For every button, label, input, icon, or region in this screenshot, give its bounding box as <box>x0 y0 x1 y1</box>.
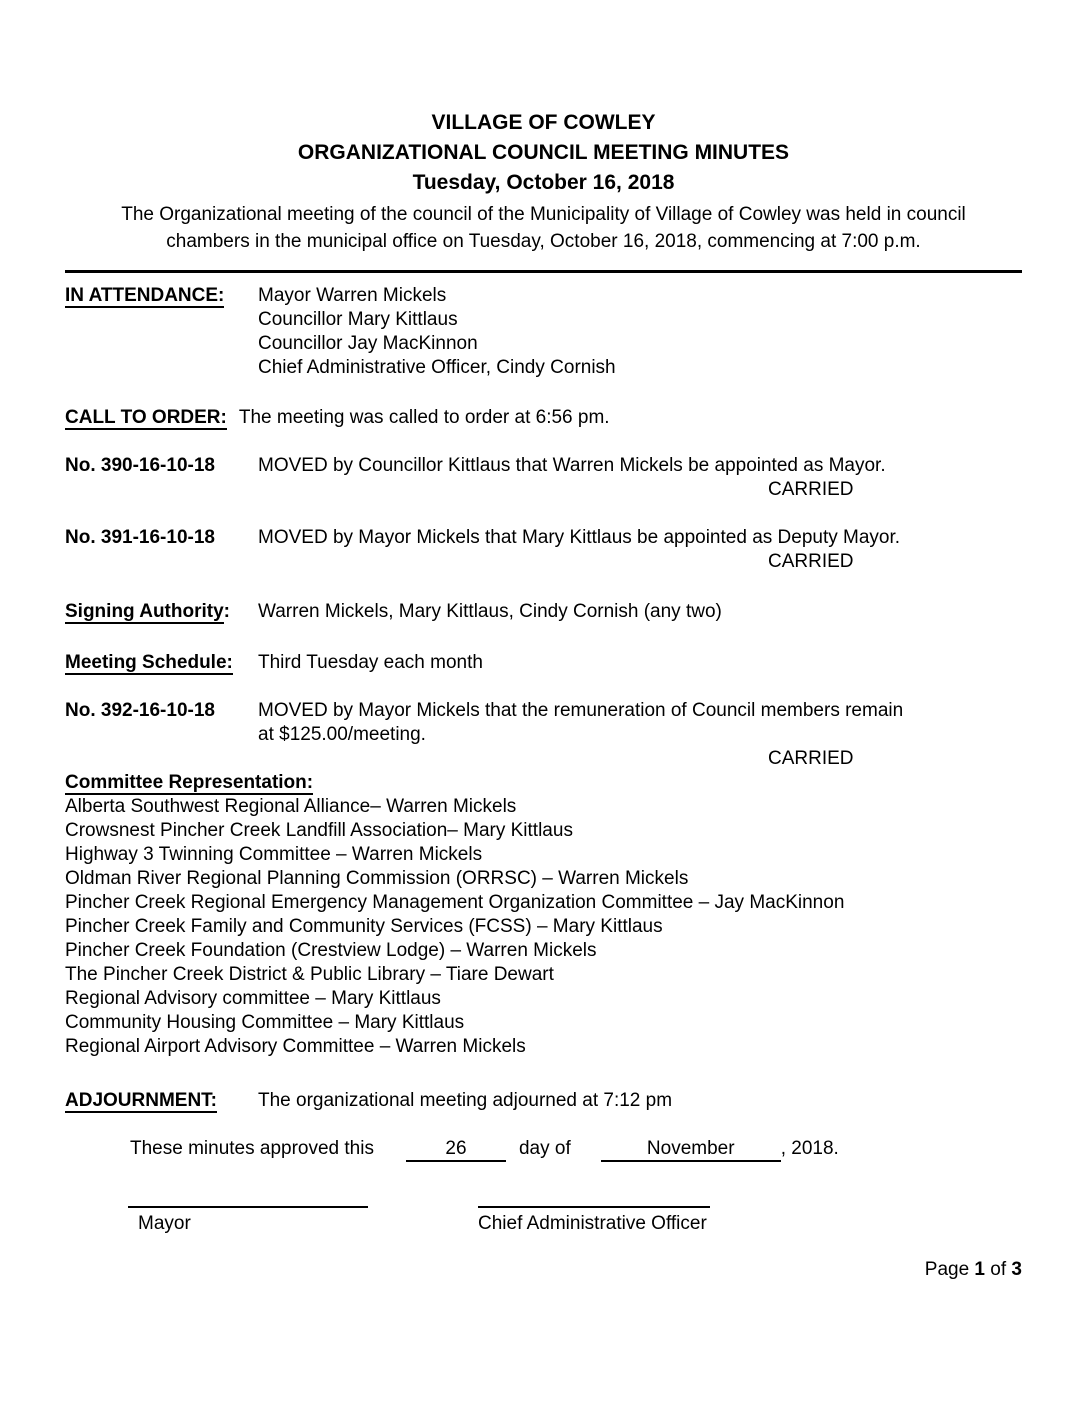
attendee-name: Mayor Warren Mickels <box>258 285 447 306</box>
motion-text: MOVED by Councillor Kittlaus that Warren Mickels be appointed as Mayor. <box>258 455 886 476</box>
committee-item: Pincher Creek Foundation (Crestview Lodge) – Warren Mickels <box>65 940 597 961</box>
meeting-date-title: Tuesday, October 16, 2018 <box>412 171 675 194</box>
motion-body <box>258 526 1022 574</box>
approval-statement <box>130 1137 1022 1162</box>
motion-row <box>65 454 1022 502</box>
meeting-schedule-label: Meeting Schedule: <box>65 652 233 673</box>
committee-item: Regional Advisory committee – Mary Kittlaus <box>65 988 441 1009</box>
signing-authority-label: Signing Authority: <box>65 601 230 622</box>
attendance-section <box>65 284 1022 380</box>
attendee-name: Councillor Mary Kittlaus <box>258 309 458 330</box>
committee-representation-label: Committee Representation: <box>65 772 314 793</box>
meeting-type-title: ORGANIZATIONAL COUNCIL MEETING MINUTES <box>297 141 790 164</box>
page-number: Page 1 of 3 <box>924 1259 1022 1280</box>
attendance-list <box>258 284 1022 380</box>
committee-item: Pincher Creek Family and Community Services (FCSS) – Mary Kittlaus <box>65 916 663 937</box>
call-to-order-section <box>65 406 1022 430</box>
committee-item: Regional Airport Advisory Committee – Warren Mickels <box>65 1036 526 1057</box>
adjournment-text: The organizational meeting adjourned at 7:12 pm <box>258 1090 673 1111</box>
motion-number: No. 392-16-10-18 <box>65 700 215 721</box>
meeting-schedule-section <box>65 651 1022 675</box>
motion-body <box>258 454 1022 502</box>
approval-connector: day of <box>518 1138 571 1159</box>
signing-authority-section <box>65 600 1022 624</box>
motion-row <box>65 526 1022 574</box>
motion-result: CARRIED <box>768 551 854 572</box>
adjournment-section <box>65 1089 1022 1113</box>
approval-day-blank: 26 <box>406 1138 506 1162</box>
intro-paragraph: The Organizational meeting of the council of the Municipality of Village of Cowley was held in council chambers in the municipal office on Tuesday, October 16, 2018, commencing at 7:00 p.m. <box>121 204 966 252</box>
mayor-signature <box>128 1206 368 1236</box>
committee-item: Pincher Creek Regional Emergency Management Organization Committee – Jay MacKinnon <box>65 892 845 913</box>
mayor-signature-label: Mayor <box>138 1213 191 1234</box>
committee-item: Community Housing Committee – Mary Kittlaus <box>65 1012 465 1033</box>
approval-suffix: , 2018. <box>780 1138 839 1159</box>
motion-result: CARRIED <box>768 479 854 500</box>
attendee-name: Chief Administrative Officer, Cindy Cornish <box>258 357 616 378</box>
committee-item: Highway 3 Twinning Committee – Warren Mickels <box>65 844 483 865</box>
motion-row <box>65 699 1022 771</box>
motion-number: No. 390-16-10-18 <box>65 455 215 476</box>
approval-prefix: These minutes approved this <box>130 1138 374 1159</box>
signature-block <box>65 1206 1022 1236</box>
meeting-schedule-text: Third Tuesday each month <box>258 652 483 673</box>
header-divider <box>65 270 1022 273</box>
attendee-name: Councillor Jay MacKinnon <box>258 333 478 354</box>
call-to-order-label: CALL TO ORDER: <box>65 407 227 428</box>
call-to-order-text: The meeting was called to order at 6:56 pm. <box>238 407 610 428</box>
motion-number: No. 391-16-10-18 <box>65 527 215 548</box>
adjournment-label: ADJOURNMENT: <box>65 1090 217 1111</box>
cao-signature <box>478 1206 710 1236</box>
approval-month-blank: November <box>601 1138 781 1162</box>
committee-list <box>65 795 1022 1059</box>
signing-authority-text: Warren Mickels, Mary Kittlaus, Cindy Cornish (any two) <box>258 601 722 622</box>
committee-representation-section <box>65 771 1022 1059</box>
committee-item: The Pincher Creek District & Public Library – Tiare Dewart <box>65 964 554 985</box>
motion-body <box>258 699 1022 771</box>
committee-item: Crowsnest Pincher Creek Landfill Association– Mary Kittlaus <box>65 820 573 841</box>
motion-result: CARRIED <box>768 748 854 769</box>
motion-text: MOVED by Mayor Mickels that Mary Kittlaus be appointed as Deputy Mayor. <box>258 527 901 548</box>
attendance-label: IN ATTENDANCE: <box>65 285 225 306</box>
committee-item: Alberta Southwest Regional Alliance– Warren Mickels <box>65 796 517 817</box>
document-title: VILLAGE OF COWLEY <box>431 111 656 134</box>
committee-item: Oldman River Regional Planning Commission (ORRSC) – Warren Mickels <box>65 868 689 889</box>
cao-signature-label: Chief Administrative Officer <box>478 1213 707 1234</box>
motion-text: MOVED by Mayor Mickels that the remuneration of Council members remain at $125.00/meeting. <box>258 700 904 745</box>
